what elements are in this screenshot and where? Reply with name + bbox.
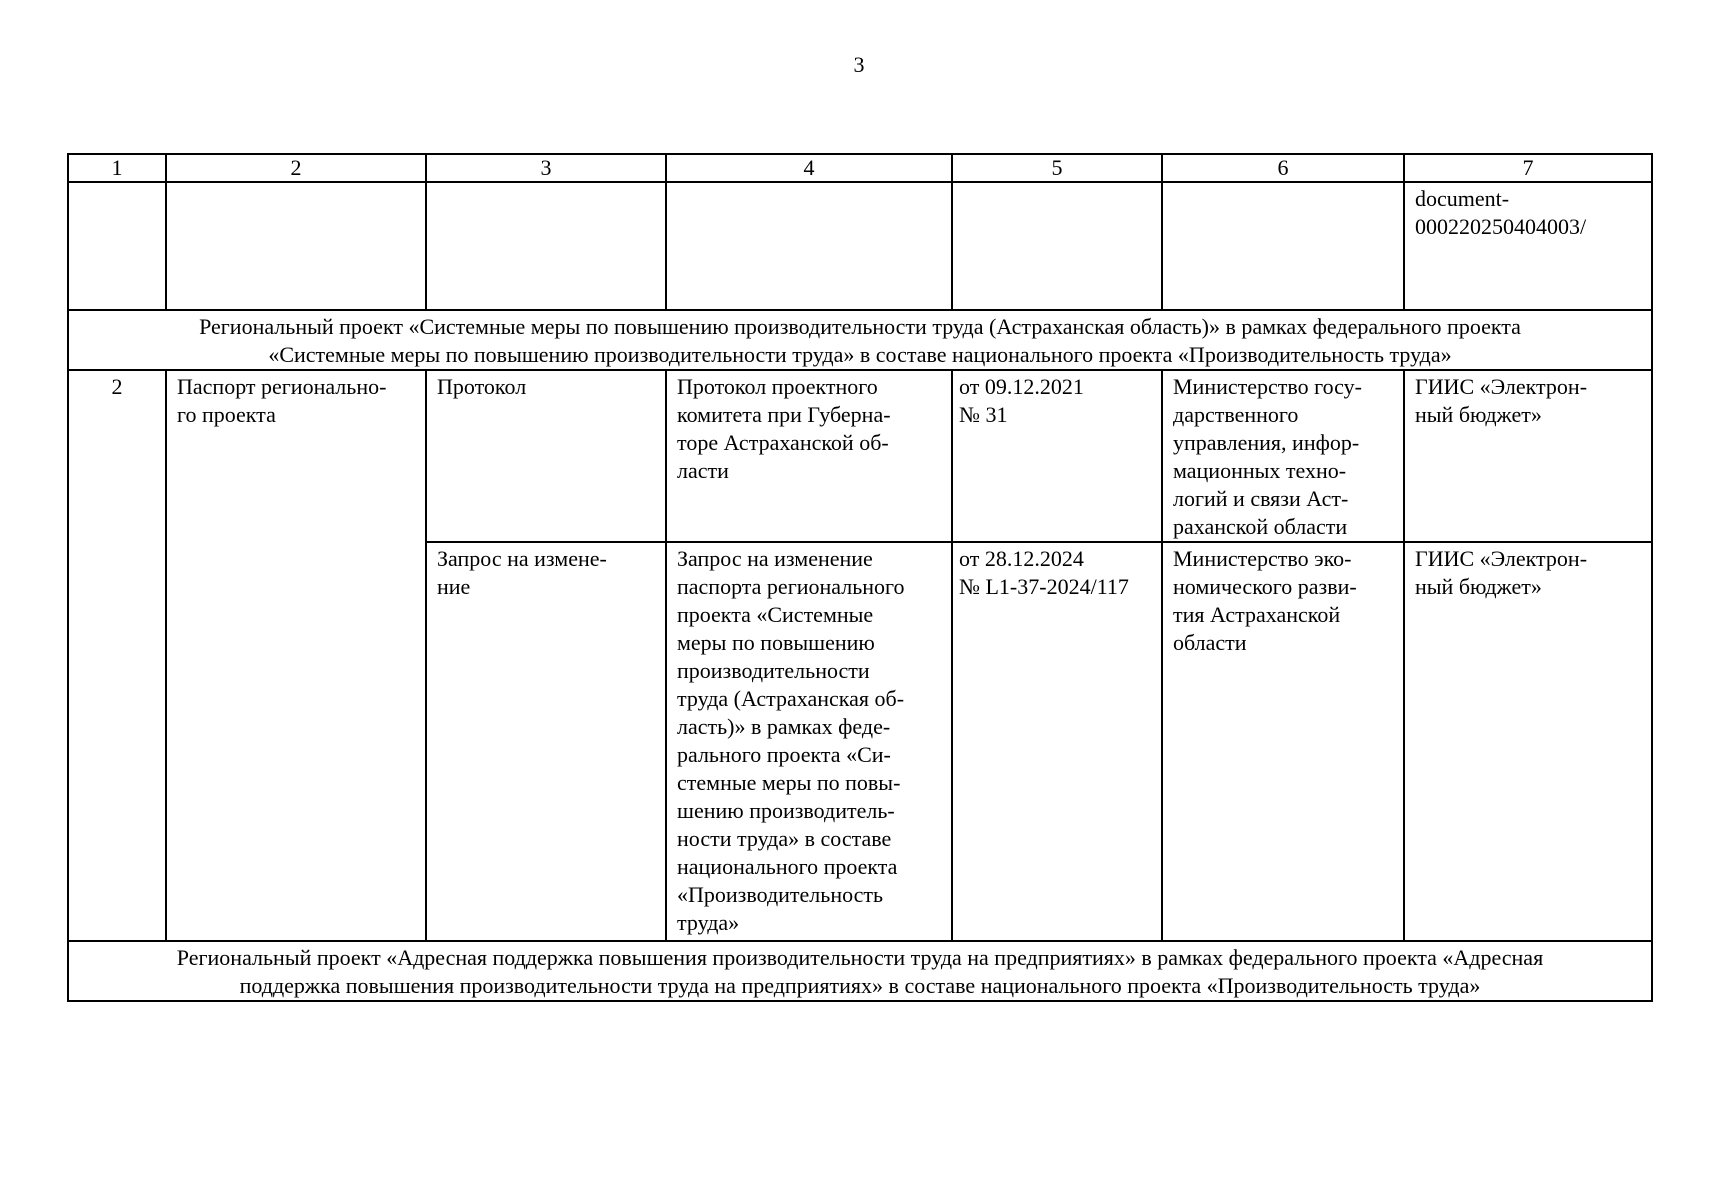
section-title-2 [68,941,1652,1001]
text-line: производительности [677,658,870,683]
document-date-cell [952,542,1162,941]
text-line: № 31 [959,402,1008,427]
text-line: Протокол [437,374,527,399]
column-header-7: 7 [1404,154,1652,182]
text-line: меры по повышению [677,630,875,655]
text-line: мационных техно- [1173,458,1347,483]
text-line: торе Астраханской об- [677,430,889,455]
continuation-row [68,182,1652,310]
text-line: ГИИС «Электрон- [1415,374,1588,399]
continuation-source-cell [1404,182,1652,310]
table-row [68,370,1652,542]
text-line: «Производительность [677,882,884,907]
text-line: от 09.12.2021 [959,374,1084,399]
text-line: «Системные меры по повышению производительности труда» в составе национального проекта «Производительность труда» [268,342,1452,367]
document-date-cell [952,370,1162,542]
text-line: шению производитель- [677,798,895,823]
text-line: ласти [677,458,729,483]
column-header-5: 5 [952,154,1162,182]
empty-cell [68,182,166,310]
text-line: труда» [677,910,740,935]
text-line: паспорта регионального [677,574,905,599]
text-line: ности труда» в составе [677,826,892,851]
organization-cell [1162,542,1404,941]
text-line: труда (Астраханская об- [677,686,905,711]
text-line: национального проекта [677,854,898,879]
text-line: тия Астраханской [1173,602,1341,627]
text-line: Региональный проект «Адресная поддержка повышения производительности труда на предприятиях» в рамках федерального проекта «Адресная [176,945,1544,970]
text-line: от 28.12.2024 [959,546,1084,571]
text-line: ный бюджет» [1415,574,1542,599]
document-name-cell [166,370,426,941]
table-header-row [68,154,1652,182]
document-title-cell [666,542,952,941]
column-header-1: 1 [68,154,166,182]
document-type-cell [426,542,666,941]
text-line: проекта «Системные [677,602,874,627]
document-title-cell [666,370,952,542]
empty-cell [1162,182,1404,310]
section-row-1 [68,310,1652,370]
text-line: раханской области [1173,514,1348,539]
text-line: № L1-37-2024/117 [959,574,1129,599]
empty-cell [952,182,1162,310]
text-line: ние [437,574,471,599]
text-line: Министерство эко- [1173,546,1352,571]
text-line: document- [1415,186,1510,211]
document-table [67,153,1653,1002]
section-title-1 [68,310,1652,370]
source-cell [1404,370,1652,542]
column-header-4: 4 [666,154,952,182]
text-line: Региональный проект «Системные меры по повышению производительности труда (Астраханская область)» в рамках федерального проекта [199,314,1521,339]
text-line: ГИИС «Электрон- [1415,546,1588,571]
document-type-cell [426,370,666,542]
empty-cell [426,182,666,310]
text-line: логий и связи Аст- [1173,486,1349,511]
text-line: стемные меры по повы- [677,770,901,795]
text-line: управления, инфор- [1173,430,1360,455]
column-header-6: 6 [1162,154,1404,182]
organization-cell [1162,370,1404,542]
column-header-3: 3 [426,154,666,182]
empty-cell [166,182,426,310]
column-header-2: 2 [166,154,426,182]
row-number: 2 [68,370,166,941]
text-line: номического разви- [1173,574,1357,599]
text-line: го проекта [177,402,276,427]
text-line: дарственного [1173,402,1299,427]
text-line: Паспорт регионально- [177,374,387,399]
text-line: ный бюджет» [1415,402,1542,427]
section-row-2 [68,941,1652,1001]
text-line: области [1173,630,1247,655]
text-line: Министерство госу- [1173,374,1362,399]
text-line: рального проекта «Си- [677,742,891,767]
text-line: 000220250404003/ [1415,214,1587,239]
text-line: Запрос на изменение [677,546,873,571]
text-line: комитета при Губерна- [677,402,891,427]
text-line: ласть)» в рамках феде- [677,714,891,739]
text-line: Запрос на измене- [437,546,607,571]
empty-cell [666,182,952,310]
text-line: поддержка повышения производительности труда на предприятиях» в составе национального проекта «Производительность труда» [239,973,1481,998]
page-number: 3 [853,52,865,77]
source-cell [1404,542,1652,941]
text-line: Протокол проектного [677,374,878,399]
